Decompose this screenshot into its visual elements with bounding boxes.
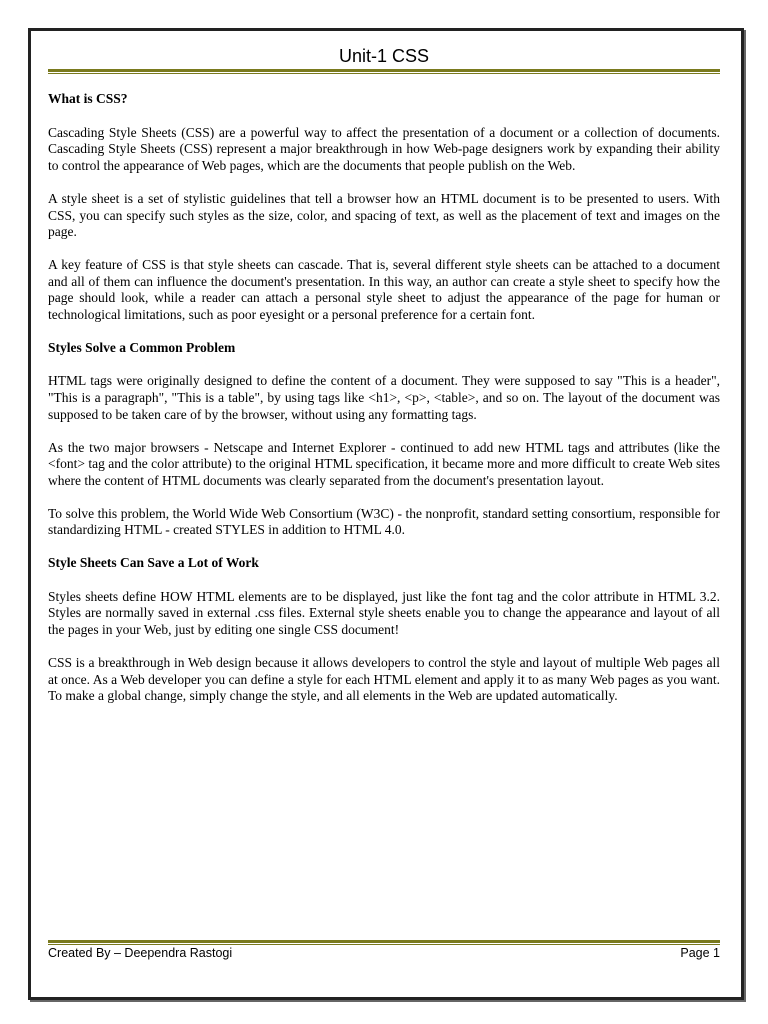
section-heading: What is CSS?: [48, 91, 128, 106]
paragraph: Styles sheets define HOW HTML elements are to be displayed, just like the font tag and the color attribute in HTML 3.2. Styles are normally saved in external .css files. External style sheets enable you to change the appearance and layout of all the pages in your Web, just by editing one single CSS document!: [48, 588, 720, 638]
paragraph: HTML tags were originally designed to define the content of a document. They were supposed to say "This is a header", "This is a paragraph", "This is a table", by using tags like <h1>, <p>, <table>, and so on. The layout of the document was supposed to be taken care of by the browser, without using any formatting tags.: [48, 373, 720, 422]
paragraph: Cascading Style Sheets (CSS) are a powerful way to affect the presentation of a document or a collection of documents. Cascading Style Sheets (CSS) represent a major breakthrough in how Web-page designers work by expanding their ability to control the appearance of Web pages, which are the documents that people publish on the Web.: [48, 124, 720, 174]
section-heading: Styles Solve a Common Problem: [48, 339, 236, 355]
paragraph: As the two major browsers - Netscape and Internet Explorer - continued to add new HTML tags and attributes (like the <font> tag and the color attribute) to the original HTML specification, it became more and more difficult to create Web sites where the content of HTML documents was clearly separated from the document's presentation layout.: [48, 439, 720, 488]
page-number: Page 1: [680, 946, 720, 960]
footer-author: Created By – Deependra Rastogi: [48, 946, 233, 960]
footer-rule: [48, 940, 720, 945]
document-body: [48, 91, 720, 721]
paragraph: A style sheet is a set of stylistic guidelines that tell a browser how an HTML document is to be presented to users. With CSS, you can specify such styles as the size, color, and spacing of text, as well as the placement of text and images on the page.: [48, 190, 720, 240]
paragraph: A key feature of CSS is that style sheets can cascade. That is, several different style sheets can be attached to a document and all of them can influence the document's presentation. In this way, an author can create a style sheet to specify how the page should look, while a reader can attach a personal style sheet to adjust the appearance of the page for human or technological limitations, such as poor eyesight or a personal preference for a certain font.: [48, 256, 720, 323]
paragraph: To solve this problem, the World Wide Web Consortium (W3C) - the nonprofit, standard setting consortium, responsible for standardizing HTML - created STYLES in addition to HTML 4.0.: [48, 505, 720, 538]
header-rule: [48, 69, 720, 74]
paragraph: CSS is a breakthrough in Web design because it allows developers to control the style and layout of multiple Web pages all at once. As a Web developer you can define a style for each HTML element and apply it to as many Web pages as you want. To make a global change, simply change the style, and all elements in the Web are updated automatically.: [48, 654, 720, 704]
section-heading: Style Sheets Can Save a Lot of Work: [48, 555, 259, 571]
page-title: Unit-1 CSS: [338, 46, 430, 66]
page-footer: [48, 946, 720, 960]
